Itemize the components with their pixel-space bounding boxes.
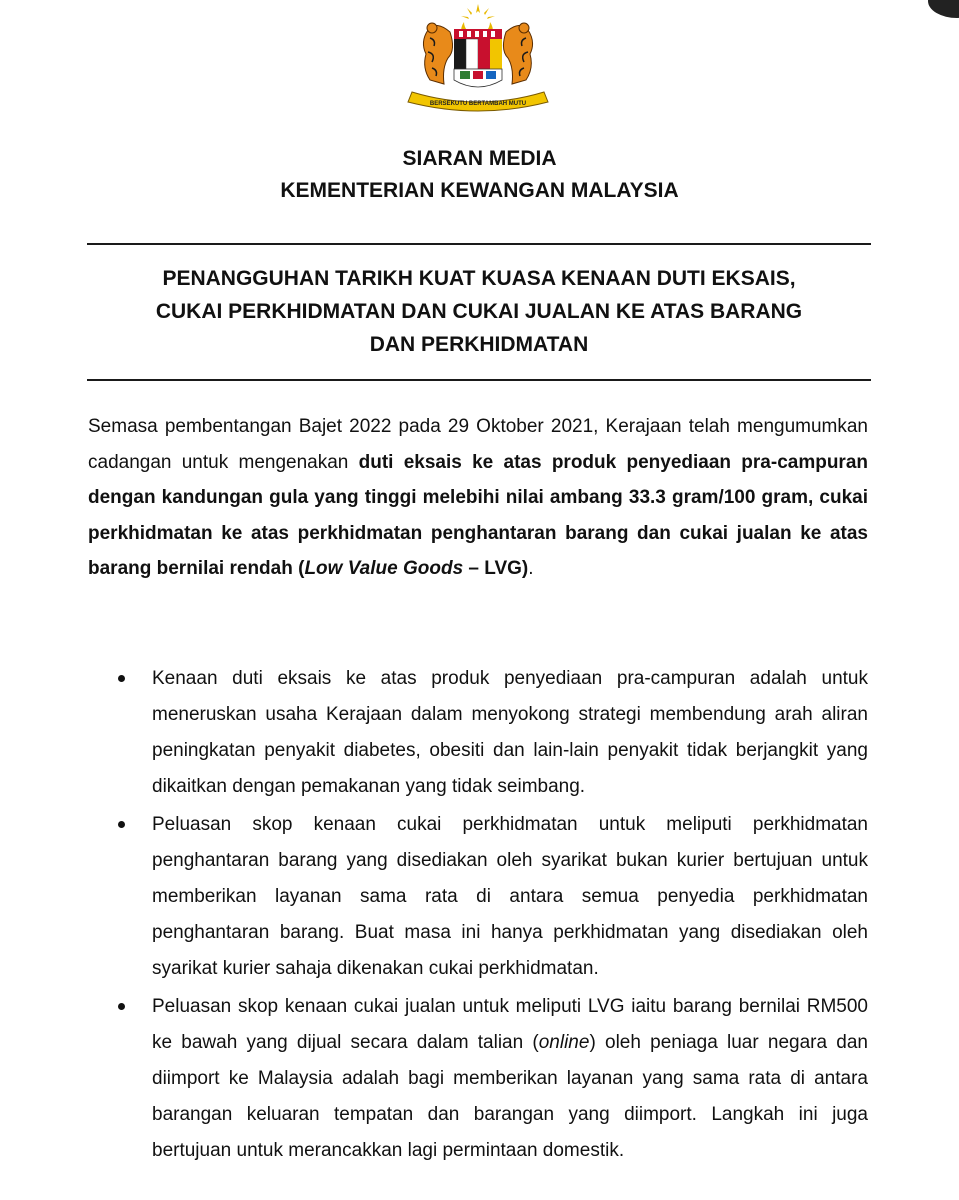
bullet-item [118,989,868,1169]
intro-text: Semasa pembentangan Bajet 2022 pada 29 Oktober 2021, Kerajaan telah mengumumkan cadangan untuk mengenakan [88,416,868,473]
bullet-text: Peluasan skop kenaan cukai perkhidmatan untuk meliputi perkhidmatan penghantaran barang yang disediakan oleh syarikat bukan kurier bertujuan untuk memberikan layanan sama rata di antara semua penyedia perkhidmatan penghantaran barang. Buat masa ini hanya perkhidmatan yang disediakan oleh syarikat kurier sahaja dikenakan cukai perkhidmatan. [152,814,868,979]
bullet-text-italic: online [538,1032,590,1053]
intro-bold-italic-text: Low Value Goods [304,558,464,579]
crest-motto: BERSEKUTU BERTAMBAH MUTU [429,101,527,107]
document-title [87,262,871,361]
title-line-2: CUKAI PERKHIDMATAN DAN CUKAI JUALAN KE ATAS BARANG [155,300,803,323]
divider-top [87,243,871,245]
bullet-item [118,661,868,805]
intro-paragraph [88,409,868,587]
malaysia-coat-of-arms-icon [398,2,558,117]
intro-end: . [528,558,534,579]
bullet-list [118,661,868,1171]
corner-overlay-button[interactable] [928,0,959,18]
title-line-1: PENANGGUHAN TARIKH KUAT KUASA KENAAN DUTI EKSAIS, [162,267,796,290]
title-line-3: DAN PERKHIDMATAN [369,333,589,356]
divider-bottom [87,379,871,381]
intro-bold-text-2: – LVG) [463,558,529,579]
bullet-icon [118,675,125,682]
bullet-text-post: ) oleh peniaga luar negara dan diimport ke Malaysia adalah bagi memberikan layanan yang sama rata di antara barangan keluaran tempatan dan barangan yang diimport. Langkah ini juga bertujuan untuk merancakkan lagi permintaan domestik. [152,1032,868,1161]
bullet-text-pre: Peluasan skop kenaan cukai jualan untuk meliputi LVG iaitu barang bernilai RM500 ke bawah yang dijual secara dalam talian ( [152,996,868,1053]
header-line-2: KEMENTERIAN KEWANGAN MALAYSIA [280,179,679,202]
header-line-1: SIARAN MEDIA [402,147,557,170]
bullet-item [118,807,868,987]
bullet-icon [118,821,125,828]
intro-bold-text: duti eksais ke atas produk penyediaan pra-campuran dengan kandungan gula yang tinggi melebihi nilai ambang 33.3 gram/100 gram, cukai perkhidmatan ke atas perkhidmatan penghantaran barang dan cukai jualan ke atas barang bernilai rendah ( [88,451,868,579]
bullet-icon [118,1003,125,1010]
bullet-text: Kenaan duti eksais ke atas produk penyediaan pra-campuran adalah untuk meneruskan usaha Kerajaan dalam menyokong strategi membendung arah aliran peningkatan penyakit diabetes, obesiti dan lain-lain penyakit tidak berjangkit yang dikaitkan dengan pemakanan yang tidak seimbang. [152,668,868,797]
